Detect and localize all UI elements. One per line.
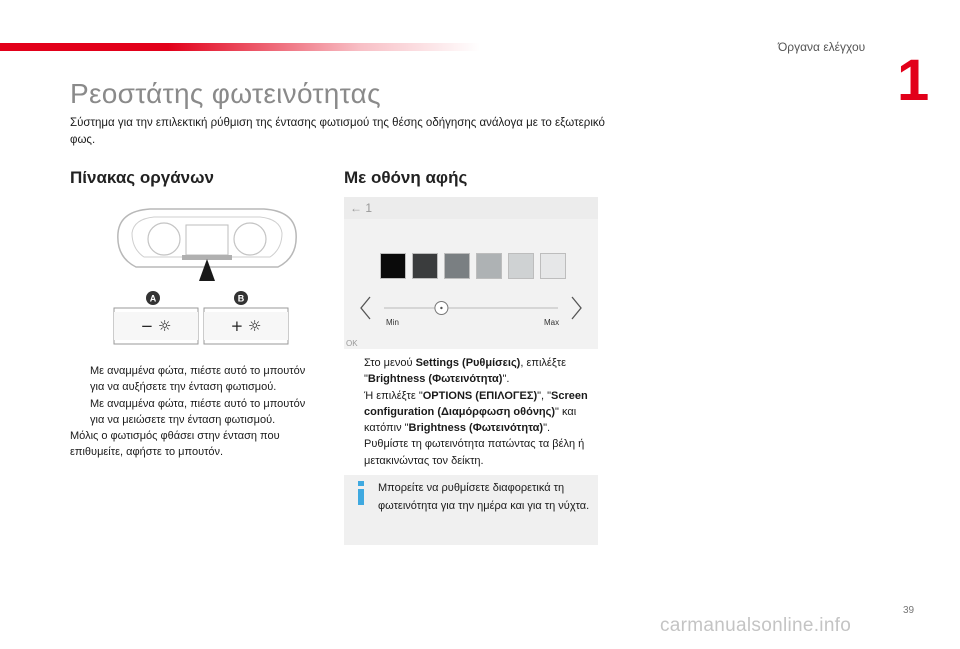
info-icon <box>354 481 368 505</box>
label-b: B <box>237 293 245 304</box>
list-item: Με αναμμένα φώτα, πιέστε αυτό το μπουτόν για να αυξήσετε την ένταση φωτισμού. <box>90 365 306 394</box>
ok-button[interactable]: OK <box>346 339 358 348</box>
brightness-swatch[interactable] <box>412 253 438 279</box>
page-title: Ρεοστάτης φωτεινότητας <box>70 78 381 109</box>
brightness-swatch[interactable] <box>508 253 534 279</box>
info-text: Μπορείτε να ρυθμίσετε διαφορετικά τη φωτεινότητα για την ημέρα και για τη νύχτα. <box>378 482 590 512</box>
brightness-swatch[interactable] <box>444 253 470 279</box>
slider-min-label: Min <box>386 318 399 327</box>
closing-text: Μόλις ο φωτισμός φθάσει στην ένταση που επιθυμείτε, αφήστε το μπουτόν. <box>70 430 280 459</box>
instrument-panel-illustration <box>110 205 304 350</box>
list-item: Ρυθμίστε τη φωτεινότητα πατώντας τα βέλη ή μετακινώντας τον δείκτη. <box>364 438 585 467</box>
header-accent-bar <box>0 43 480 51</box>
screen-top-band <box>344 197 598 219</box>
heading-touch-screen: Με οθόνη αφής <box>344 168 468 187</box>
brightness-swatch[interactable] <box>540 253 566 279</box>
intro-text: Σύστημα για την επιλεκτική ρύθμιση της έντασης φωτισμού της θέσης οδήγησης ανάλογα με το εξωτερικό φως. <box>70 117 605 146</box>
back-arrow[interactable]: ← 1 <box>350 201 373 215</box>
instrument-panel-figure <box>110 205 304 350</box>
chevron-right-icon <box>572 297 581 319</box>
brightness-slider[interactable] <box>344 293 598 323</box>
left-instructions <box>70 363 315 461</box>
touch-screen-figure <box>344 197 598 349</box>
list-item: Με αναμμένα φώτα, πιέστε αυτό το μπουτόν για να μειώσετε την ένταση φωτισμού. <box>90 397 306 426</box>
list-item: Στο μενού Settings (Ρυθμίσεις), επιλέξτε "Brightness (Φωτεινότητα)". Ή επιλέξτε "OPTIONS (ΕΠΙΛΟΓΕΣ)", "Screen configuration (Διαμόρφωση οθόνης)" και κατόπιν "Brightness (Φωτεινότητα)". <box>364 357 588 435</box>
section-title: Όργανα ελέγχου <box>778 40 866 54</box>
right-instructions <box>344 355 606 469</box>
chevron-left-icon <box>361 297 370 319</box>
heading-instrument-panel: Πίνακας οργάνων <box>70 168 214 187</box>
chapter-number: 1 <box>897 48 930 113</box>
watermark: carmanualsonline.info <box>660 615 852 636</box>
button-b-symbol: + ☼ <box>230 317 262 335</box>
label-a: A <box>149 293 157 304</box>
brightness-swatch[interactable] <box>380 253 406 279</box>
button-a-symbol: − ☼ <box>140 317 172 335</box>
slider-max-label: Max <box>544 318 560 327</box>
brightness-swatch[interactable] <box>476 253 502 279</box>
slider-thumb-dot <box>440 307 442 309</box>
info-box <box>344 475 598 545</box>
page-number: 39 <box>903 605 915 616</box>
